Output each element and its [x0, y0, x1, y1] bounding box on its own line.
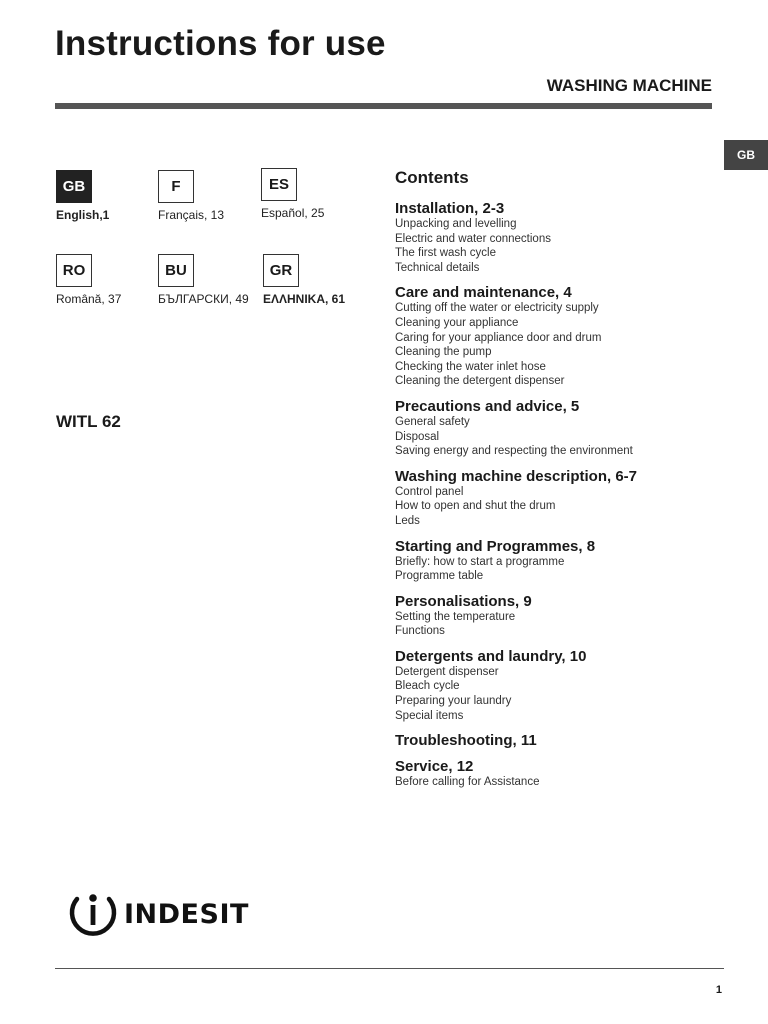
page-number: 1 [715, 984, 722, 996]
brand-name: INDESIT [124, 898, 249, 930]
contents-section [395, 593, 715, 639]
section-title[interactable]: Washing machine description, 6-7 [395, 467, 637, 485]
contents-section [395, 200, 715, 275]
language-ro[interactable] [56, 254, 156, 306]
section-title[interactable]: Troubleshooting, 11 [395, 732, 537, 750]
section-item: Technical details [395, 261, 480, 274]
section-item: Leds [395, 514, 420, 527]
section-item: The first wash cycle [395, 247, 496, 260]
header-divider [55, 103, 712, 109]
table-of-contents [395, 168, 715, 799]
language-code-box: GB [56, 170, 92, 203]
contents-heading: Contents [395, 168, 469, 187]
contents-section [395, 398, 715, 459]
language-label: English,1 [56, 208, 110, 222]
language-es[interactable] [261, 168, 361, 220]
section-item: Cleaning your appliance [395, 316, 519, 329]
section-title[interactable]: Personalisations, 9 [395, 592, 532, 610]
product-type: WASHING MACHINE [546, 76, 712, 95]
section-item: Caring for your appliance door and drum [395, 331, 602, 344]
language-side-tab: GB [724, 140, 768, 170]
contents-section [395, 284, 715, 389]
section-title[interactable]: Service, 12 [395, 758, 474, 776]
section-item: Programme table [395, 570, 484, 583]
section-item: Electric and water connections [395, 232, 551, 245]
section-item: Before calling for Assistance [395, 776, 540, 789]
contents-section [395, 758, 715, 790]
language-gr[interactable] [263, 254, 363, 306]
language-f[interactable] [158, 170, 258, 222]
section-title[interactable]: Precautions and advice, 5 [395, 397, 580, 415]
language-label: Español, 25 [261, 206, 325, 220]
language-code-box: GR [263, 254, 299, 287]
contents-sections [395, 200, 715, 790]
language-code-box: F [158, 170, 194, 203]
language-gb[interactable] [56, 170, 156, 222]
section-item: Setting the temperature [395, 610, 516, 623]
brand-logo [68, 890, 249, 938]
contents-section [395, 732, 715, 749]
section-item: General safety [395, 415, 470, 428]
contents-section [395, 468, 715, 529]
language-label: ΕΛΛΗΝΙΚΑ, 61 [263, 292, 346, 306]
section-item: Cutting off the water or electricity supply [395, 302, 599, 315]
indesit-logo-icon [68, 890, 118, 938]
contents-section [395, 648, 715, 723]
contents-section [395, 538, 715, 584]
section-item: Cleaning the detergent dispenser [395, 375, 565, 388]
language-code-box: RO [56, 254, 92, 287]
section-item: Bleach cycle [395, 680, 460, 693]
language-label: Română, 37 [56, 292, 122, 306]
section-item: How to open and shut the drum [395, 500, 556, 513]
section-item: Control panel [395, 485, 464, 498]
language-code-box: BU [158, 254, 194, 287]
section-title[interactable]: Starting and Programmes, 8 [395, 537, 596, 555]
language-label: БЪЛГАРСКИ, 49 [158, 292, 249, 306]
section-item: Cleaning the pump [395, 346, 492, 359]
section-item: Checking the water inlet hose [395, 360, 546, 373]
section-item: Disposal [395, 430, 440, 443]
language-code-box: ES [261, 168, 297, 201]
section-item: Special items [395, 709, 464, 722]
language-bu[interactable] [158, 254, 258, 306]
language-label: Français, 13 [158, 208, 225, 222]
section-item: Preparing your laundry [395, 695, 512, 708]
section-item: Briefly: how to start a programme [395, 555, 565, 568]
section-title[interactable]: Care and maintenance, 4 [395, 284, 572, 302]
model-number: WITL 62 [56, 412, 121, 431]
page-title: Instructions for use [55, 24, 386, 63]
section-title[interactable]: Installation, 2-3 [395, 200, 505, 217]
section-item: Unpacking and levelling [395, 218, 517, 230]
section-title[interactable]: Detergents and laundry, 10 [395, 647, 587, 665]
section-item: Detergent dispenser [395, 665, 499, 678]
footer-divider [55, 968, 724, 969]
section-item: Saving energy and respecting the environment [395, 445, 633, 458]
section-item: Functions [395, 625, 445, 638]
